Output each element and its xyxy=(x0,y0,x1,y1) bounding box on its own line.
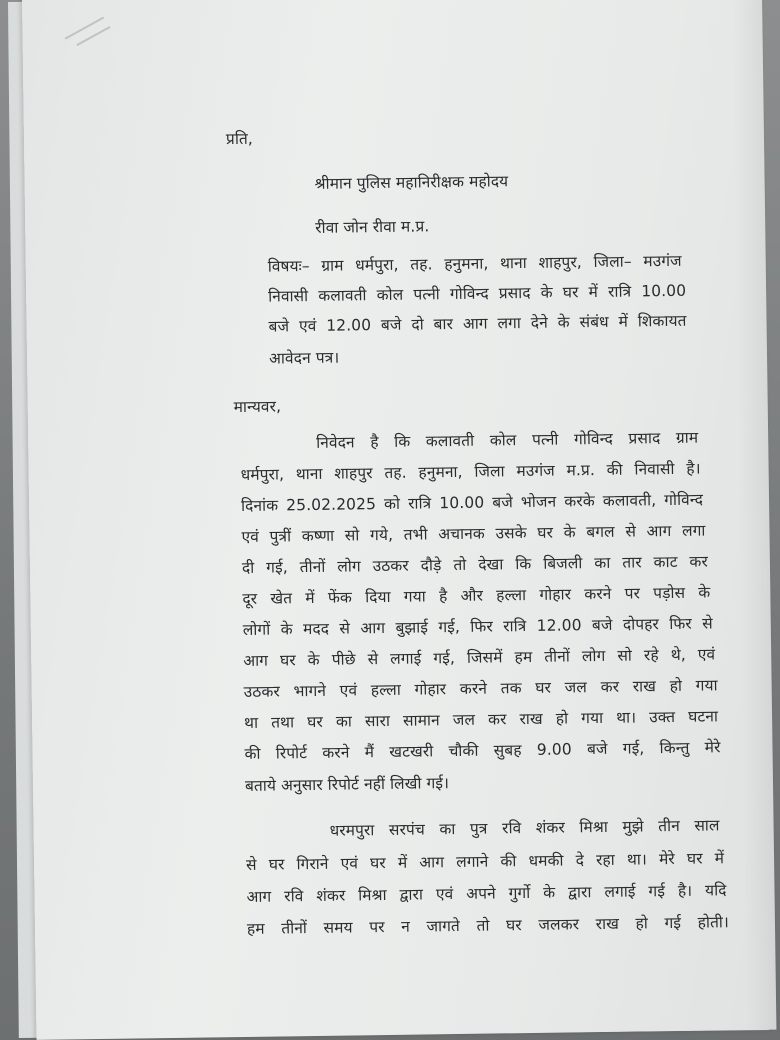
pen-mark xyxy=(65,17,105,40)
subject-line: विषयः– ग्राम धर्मपुरा, तह. हनुमना, थाना शाहपुर, जिला– मउगंज xyxy=(267,251,682,276)
greeting: मान्यवर, xyxy=(233,397,282,417)
subject-line: आवेदन पत्र। xyxy=(268,348,340,368)
subject-line: बजे एवं 12.00 बजे दो बार आग लगा देने के संबंध में शिकायत xyxy=(268,311,687,336)
paragraph-line: हम तीनों समय पर न जागते तो घर जलकर राख हो गई होती। xyxy=(246,913,730,938)
paragraph-line: दूर खेत में फेंक दिया गया है और हल्ला गोहार करने पर पड़ोस के xyxy=(242,583,711,608)
salutation-to: प्रति, xyxy=(225,129,253,149)
paragraph-line: दी गई, तीनों लोग उठकर दौड़े तो देखा कि बिजली का तार काट कर xyxy=(241,552,709,577)
paragraph-line: धरमपुरा सरपंच का पुत्र रवि शंकर मिश्रा मुझे तीन साल xyxy=(329,816,720,840)
letter-page xyxy=(22,0,776,1040)
paragraph-line: धर्मपुरा, थाना शाहपुर तह. हनुमना, जिला मउगंज म.प्र. की निवासी है। xyxy=(240,459,701,484)
paragraph-line: आग घर के पीछे से लगाई गई, जिसमें हम तीनों लोग सो रहे थे, एवं xyxy=(243,645,716,670)
recipient-line: रीवा जोन रीवा म.प्र. xyxy=(315,217,430,237)
paragraph-line: बताये अनुसार रिपोर्ट नहीं लिखी गई। xyxy=(244,774,450,795)
subject-line: निवासी कलावती कोल पत्नी गोविन्द प्रसाद के घर में रात्रि 10.00 xyxy=(268,281,687,306)
paragraph-line: लोगों के मदद से आग बुझाई गई, फिर रात्रि 12.00 बजे दोपहर फिर से xyxy=(242,614,713,639)
paragraph-line: से घर गिराने एवं घर में आग लगाने की धमकी दे रहा था। मेरे घर में xyxy=(245,849,725,874)
paragraph-line: निवेदन है कि कलावती कोल पत्नी गोविन्द प्रसाद ग्राम xyxy=(316,428,699,452)
paragraph-line: आग रवि शंकर मिश्रा द्वारा एवं अपने गुर्गो के द्वारा लगाई गई है। यदि xyxy=(246,881,727,906)
paragraph-line: दिनांक 25.02.2025 को रात्रि 10.00 बजे भोजन करके कलावती, गोविन्द xyxy=(240,490,704,515)
recipient-line: श्रीमान पुलिस महानिरीक्षक महोदय xyxy=(314,172,509,193)
paragraph-line: था तथा घर का सारा सामान जल कर राख हो गया था। उक्त घटना xyxy=(243,707,719,732)
paragraph-line: एवं पुत्रीं कष्णा सो गये, तभी अचानक उसके घर के बगल से आग लगा xyxy=(241,521,706,546)
paragraph-line: की रिपोर्ट करने मैं खटखरी चौकी सुबह 9.00 बजे गई, किन्तु मेरे xyxy=(244,738,721,763)
paragraph-line: उठकर भागने एवं हल्ला गोहार करने तक घर जल कर राख हो गया xyxy=(243,676,718,701)
